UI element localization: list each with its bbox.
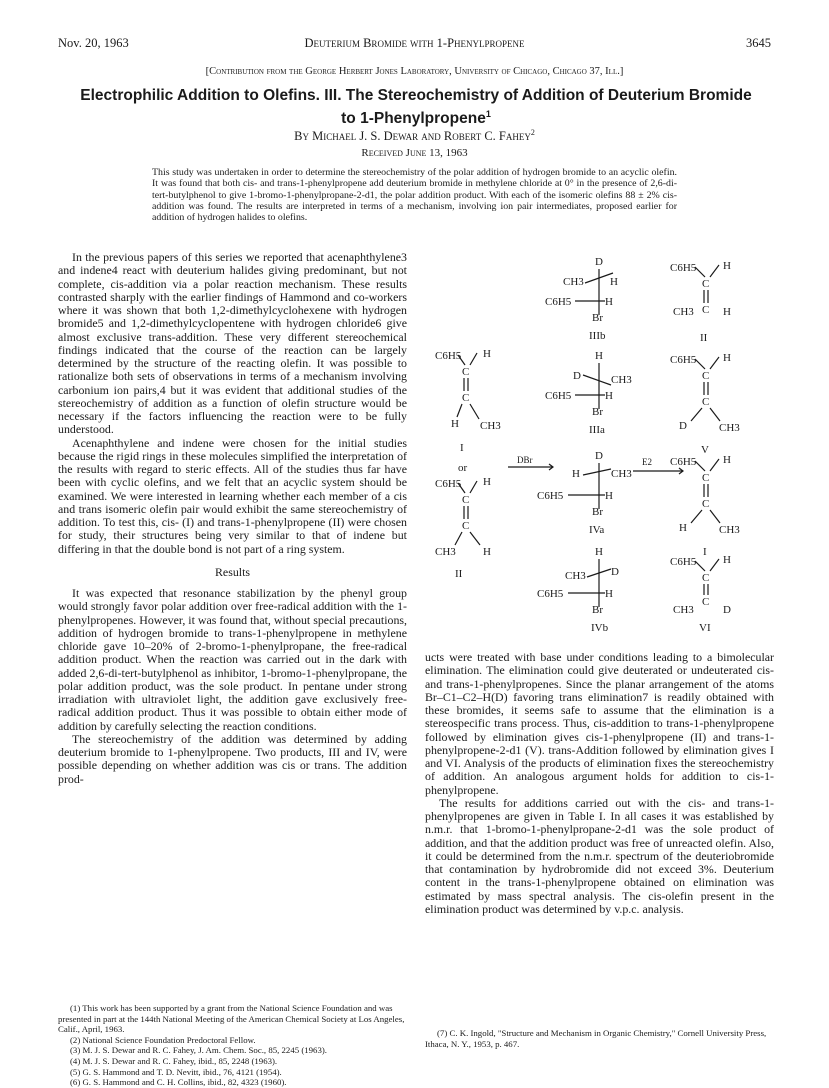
structure-I: [435, 348, 501, 432]
intro-paragraph-1: In the previous papers of this series we reported that acenaphthylene3 and indene4 react with deuterium halides giving predominant, but not complete, cis-addition via a polar reaction mechanism. These results contrasted sharply with the earlier findings of Hammond and co-workers where it was shown that both 1,2-dimethylcyclohexene with hydrogen bromide5 and 1,2-dimethylcyclopentene with hydrogen chloride6 give almost exclusive trans-addition. These very different stereochemical findings indicated that the course of the reaction can be largely determined by the structure of the reacting olefin. It was possible to rationalize both sets of observations in terms of a mechanism involving carbonium ion pairs,4 but it was evident that additional studies of the stereochemistry of addition as a function of olefin structure would be necessary if the factors influencing the reaction were to be fully understood.: [58, 250, 407, 437]
results-paragraph-2: The stereochemistry of the addition was determined by adding deuterium bromide to 1-phenylpropene. Two products, III and IV, were possible depending on whether addition was cis or trans. The addition prod-: [58, 731, 407, 786]
svg-text:C6H5: C6H5: [670, 354, 697, 366]
header-running-title: Deuterium Bromide with 1-Phenylpropene: [304, 36, 525, 50]
svg-text:C: C: [462, 366, 470, 378]
svg-text:CH3: CH3: [611, 374, 632, 386]
svg-text:C6H5: C6H5: [435, 478, 462, 490]
author-footnote-mark: 2: [530, 128, 535, 137]
svg-text:Br: Br: [592, 506, 603, 518]
svg-text:C: C: [702, 304, 710, 316]
label-or: or: [458, 462, 468, 474]
footnote-4: (4) M. J. S. Dewar and R. C. Fahey, ibid., 85, 2248 (1963).: [70, 1055, 278, 1066]
svg-text:CH3: CH3: [719, 524, 740, 536]
svg-text:H: H: [483, 476, 491, 488]
svg-text:H: H: [723, 260, 731, 272]
svg-text:Br: Br: [592, 604, 603, 616]
article-title: [60, 86, 772, 128]
label-IIIb: IIIb: [589, 330, 606, 342]
contribution-line: [Contribution from the George Herbert Jones Laboratory, University of Chicago, Chicago 37, Ill.]: [205, 66, 624, 77]
footnote-2: (2) National Science Foundation Predoctoral Fellow.: [70, 1034, 256, 1045]
svg-text:H: H: [723, 454, 731, 466]
column-left: [58, 251, 407, 786]
svg-text:H: H: [723, 306, 731, 318]
structure-VI: [670, 554, 731, 616]
footnote-5: (5) G. S. Hammond and T. D. Nevitt, ibid., 76, 4121 (1954).: [70, 1066, 282, 1077]
svg-text:C: C: [702, 396, 710, 408]
svg-text:H: H: [605, 390, 613, 402]
elimination-paragraph: ucts were treated with base under conditions leading to a bimolecular elimination. The elimination could give deuterated or undeuterated cis- and trans-1-phenylpropenes. Since the planar arrangement of the atoms Br–C1–C2–H(D) favoring trans elimination7 is readily obtained with these bromides, it seems safe to assume that the elimination is a stereospecific trans process. Thus, cis-addition to trans-1-phenylpropene followed by elimination gives cis-1-phenylpropene (II) and trans-1-phenylpropene-2-d1 (V). trans-Addition followed by elimination gives I and VI. Analysis of the products of elimination fixes the stereochemistry of addition. An analogous argument holds for addition to cis-1-phenylpropene.: [425, 650, 774, 797]
svg-text:D: D: [679, 420, 687, 432]
structure-IVa: [537, 450, 632, 518]
footnote-3: (3) M. J. S. Dewar and R. C. Fahey, J. Am. Chem. Soc., 85, 2245 (1963).: [70, 1045, 327, 1056]
arrow-dbr-label: DBr: [517, 455, 533, 465]
byline: [0, 128, 829, 144]
svg-text:Br: Br: [592, 312, 603, 324]
svg-text:C6H5: C6H5: [670, 556, 697, 568]
svg-text:CH3: CH3: [673, 306, 694, 318]
svg-text:CH3: CH3: [563, 276, 584, 288]
svg-text:CH3: CH3: [480, 420, 501, 432]
svg-text:C: C: [702, 596, 710, 608]
svg-text:C: C: [702, 278, 710, 290]
results-paragraph-1: It was expected that resonance stabilization by the phenyl group would strongly favor polar addition over free-radical addition with the 1-phenylpropenes. However, it was found that, without special precautions, addition of hydrogen bromide to trans-1-phenylpropene in methylene chloride gave 10–20% of 2-bromo-1-phenylpropane, the free-radical addition product. When the reaction was carried out in the dark with added 2,6-di-tert-butylphenol as inhibitor, 1-bromo-1-phenylpropane, the polar addition product, was the sole product. In pentane under strong irradiation with ultraviolet light, the addition gave exclusively free-radical addition product. Thus it was possible to obtain either mode of addition by carefully selecting the reaction conditions.: [58, 586, 407, 733]
title-footnote-mark: 1: [485, 109, 491, 119]
svg-text:H: H: [451, 418, 459, 430]
svg-text:C: C: [702, 572, 710, 584]
svg-text:D: D: [595, 256, 603, 268]
label-II-left: II: [455, 568, 463, 580]
svg-text:D: D: [611, 566, 619, 578]
structure-I-right: [670, 454, 740, 536]
footnotes-left: [58, 1003, 407, 1088]
svg-text:H: H: [723, 554, 731, 566]
arrow-e2-label: E2: [642, 457, 652, 467]
svg-text:C6H5: C6H5: [670, 456, 697, 468]
svg-text:H: H: [483, 546, 491, 558]
structure-IIIb: [545, 256, 618, 324]
svg-text:CH3: CH3: [673, 604, 694, 616]
svg-text:D: D: [723, 604, 731, 616]
label-IVb: IVb: [591, 622, 609, 634]
footnotes-right: [425, 1028, 774, 1049]
svg-text:H: H: [595, 546, 603, 558]
received-date: Received June 13, 1963: [361, 147, 468, 159]
header-page-number: 3645: [746, 36, 771, 50]
svg-text:C6H5: C6H5: [537, 588, 564, 600]
intro-paragraph-2: Acenaphthylene and indene were chosen for the initial studies because the rigid rings in these molecules simplified the interpretation of the results with regard to steric effects. All of the studies thus far have been with cyclic olefins, and we felt that an acyclic system should be examined. We were interested in learning whether each member of a cis and trans isomeric olefin pair would exhibit the same stereochemistry of addition. To test this, cis- (I) and trans-1-phenylpropene (II) were chosen for study, their structures being very similar to that of indene but differing in that the double bond is not part of a ring system.: [58, 435, 407, 556]
svg-text:C: C: [702, 370, 710, 382]
label-IVa: IVa: [589, 524, 605, 536]
label-V: V: [701, 444, 709, 456]
abstract: This study was undertaken in order to determine the stereochemistry of the polar addition of hydrogen bromide to an acyclic olefin. It was found that both cis- and trans-1-phenylpropene add deuterium bromide in methylene chloride at 0° in the presence of 2,6-di-tert-butylphenol to give 1-bromo-1-phenylpropane-2-d1, the polar addition product. With each of the isomeric olefins 88 ± 2% cis-addition was found. The results are interpreted in terms of a mechanism, involving ion pair intermediates, proposed earlier for addition of hydrogen halides to olefins.: [152, 167, 677, 224]
svg-text:H: H: [605, 490, 613, 502]
svg-text:C6H5: C6H5: [435, 350, 462, 362]
label-I-right: I: [703, 546, 707, 558]
svg-text:H: H: [610, 276, 618, 288]
svg-text:C6H5: C6H5: [545, 390, 572, 402]
header-date: Nov. 20, 1963: [58, 36, 129, 50]
label-II-right: II: [700, 332, 708, 344]
svg-text:CH3: CH3: [719, 422, 740, 434]
svg-text:C6H5: C6H5: [537, 490, 564, 502]
svg-text:H: H: [605, 588, 613, 600]
structure-II-left: [435, 476, 491, 558]
svg-text:H: H: [483, 348, 491, 360]
footnote-7: (7) C. K. Ingold, "Structure and Mechanism in Organic Chemistry," Cornell University Press, Ithaca, N. Y., 1953, p. 467.: [425, 1028, 767, 1049]
svg-text:D: D: [595, 450, 603, 462]
svg-text:CH3: CH3: [435, 546, 456, 558]
svg-text:C: C: [702, 498, 710, 510]
results-table-paragraph: The results for additions carried out with the cis- and trans-1-phenylpropenes are given in Table I. In all cases it was established by n.m.r. that 1-bromo-1-phenylpropane-2-d1 was the sole product of addition, and that the addition product was free of unreacted olefin. Also, it could be determined from the n.m.r. spectrum of the deuteriobromide that contamination by hydrobromide did not exceed 3%. Deuterium content in the trans-1-phenylpropene obtained on elimination was estimated by mass spectral analysis. The cis-olefin present in the elimination product was determined by v.p.c. analysis.: [425, 795, 774, 916]
svg-text:C: C: [462, 392, 470, 404]
svg-text:H: H: [595, 350, 603, 362]
svg-text:C: C: [702, 472, 710, 484]
structure-V: [670, 352, 740, 434]
svg-text:C6H5: C6H5: [545, 296, 572, 308]
label-IIIa: IIIa: [589, 424, 605, 436]
svg-text:CH3: CH3: [565, 570, 586, 582]
reaction-scheme: [425, 255, 775, 635]
svg-text:H: H: [723, 352, 731, 364]
structure-II-right: [670, 260, 731, 318]
authors: By Michael J. S. Dewar and Robert C. Fahey: [294, 129, 531, 144]
svg-text:C: C: [462, 494, 470, 506]
results-heading: Results: [214, 564, 251, 579]
svg-text:H: H: [572, 468, 580, 480]
svg-text:Br: Br: [592, 406, 603, 418]
title-line-2: to 1-Phenylpropene: [341, 110, 486, 128]
label-VI: VI: [699, 622, 711, 634]
svg-text:H: H: [679, 522, 687, 534]
footnote-1: (1) This work has been supported by a grant from the National Science Foundation and was presented in part at the 144th National Meeting of the American Chemical Society at Los Angeles, Calif., April, 1963.: [58, 1003, 405, 1035]
structure-IVb: [537, 546, 619, 616]
svg-text:C6H5: C6H5: [670, 262, 697, 274]
svg-text:H: H: [605, 296, 613, 308]
svg-text:CH3: CH3: [611, 468, 632, 480]
svg-text:D: D: [573, 370, 581, 382]
title-line-1: Electrophilic Addition to Olefins. III. The Stereochemistry of Addition of Deuterium Bromide: [80, 87, 752, 104]
footnote-6: (6) G. S. Hammond and C. H. Collins, ibid., 82, 4323 (1960).: [70, 1077, 287, 1088]
svg-text:C: C: [462, 520, 470, 532]
label-I: I: [460, 442, 464, 454]
structure-IIIa: [545, 350, 632, 418]
column-right: [425, 651, 774, 916]
